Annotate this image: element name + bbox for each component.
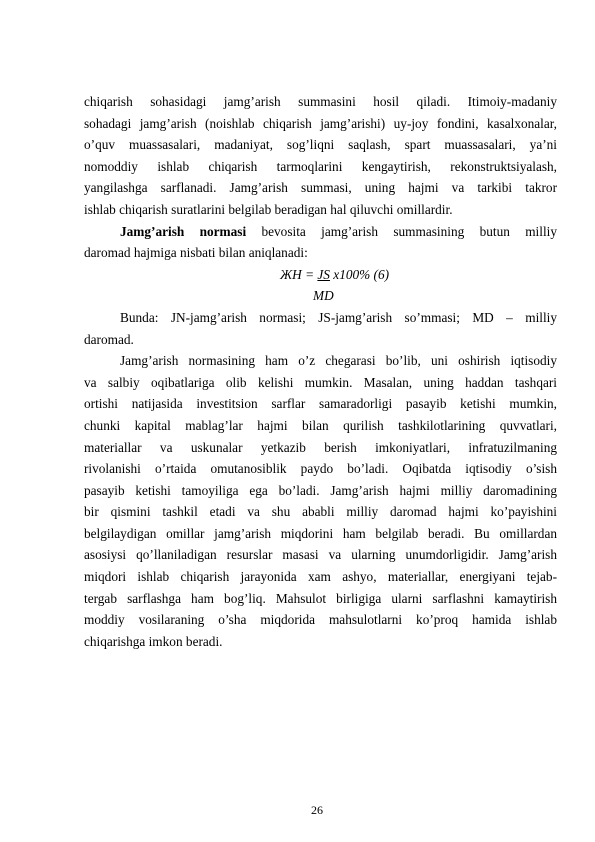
- text-line: asosiysi qo’llaniladigan resurslar masasi va ularning unumdorligidir. Jamg’arish: [84, 547, 557, 563]
- formula-denominator: MD: [313, 288, 334, 304]
- paragraph-accumulation-norm: [84, 221, 557, 264]
- paragraph-norm-limits: [84, 350, 557, 652]
- text-line: daromad.: [84, 331, 134, 347]
- text-fragment: bevosita jamg’arish summasining butun milliy: [246, 223, 557, 239]
- text-line: tergab sarflashga ham bog’liq. Mahsulot birligiga ularni sarflashni kamaytirish: [84, 590, 557, 606]
- text-line: o’quv muassasalari, madaniyat, sog’liqni saqlash, spart muassasalari, ya’ni: [84, 137, 557, 153]
- text-line: bir qismini tashkil etadi va shu ababli milliy daromad hajmi ko’payishini: [84, 504, 557, 520]
- text-line: materiallar va uskunalar yetkazib berish imkoniyatlari, infratuzilmaning: [84, 439, 557, 455]
- text-line: va salbiy oqibatlariga olib kelishi mumkin. Masalan, uning haddan tashqari: [84, 374, 557, 390]
- text-line: [84, 221, 557, 243]
- formula-lhs: ЖН =: [280, 266, 318, 282]
- text-line: Jamg’arish normasining ham o’z chegarasi bo’lib, uni oshirish iqtisodiy: [120, 353, 557, 369]
- text-line: chiqarishga imkon beradi.: [84, 633, 223, 649]
- paragraph-production-accumulation: [84, 91, 557, 221]
- text-line: belgilaydigan omillar jamg’arish miqdorini ham belgilab beradi. Bu omillardan: [84, 525, 557, 541]
- text-line: yangilashga sarflanadi. Jamg’arish summasi, uning hajmi va tarkibi takror: [84, 180, 557, 196]
- text-line: ortishi natijasida investitsion sarflar samaradorligi pasayib ketishi mumkin,: [84, 396, 557, 412]
- formula: [84, 264, 557, 307]
- paragraph-definitions: [84, 307, 557, 350]
- document-page: [84, 91, 557, 652]
- text-line: chunki kapital mablag’lar hajmi bilan qurilish tashkilotlarining quvvatlari,: [84, 417, 557, 433]
- text-line: chiqarish sohasidagi jamg’arish summasini hosil qiladi. Itimoiy-madaniy: [84, 94, 557, 109]
- formula-line: [84, 264, 557, 286]
- text-line: rivolanishi o’rtaida omutanosiblik paydo bo’ladi. Oqibatda iqtisodiy o’sish: [84, 461, 557, 477]
- page-number: 26: [311, 803, 323, 817]
- text-line: ishlab chiqarish suratlarini belgilab beradigan hal qiluvchi omillardir.: [84, 201, 453, 217]
- text-line: nomoddiy ishlab chiqarish tarmoqlarini kengaytirish, rekonstruktsiyalash,: [84, 158, 557, 174]
- text-line: pasayib ketishi tamoyiliga ega bo’ladi. Jamg’arish hajmi milliy daromadining: [84, 482, 557, 498]
- formula-numerator: JS: [317, 266, 330, 282]
- text-line: moddiy vosilaraning o’sha miqdorida mahsulotlarni ko’proq hamida ishlab: [84, 612, 557, 628]
- term-accumulation-norm: Jamg’arish normasi: [120, 223, 247, 239]
- text-line: daromad hajmiga nisbati bilan aniqlanadi:: [84, 245, 308, 261]
- formula-suffix: x100% (6): [329, 266, 390, 282]
- text-line: sohadagi jamg’arish (noishlab chiqarish jamg’arishi) uy-joy fondini, kasalxonalar,: [84, 115, 557, 131]
- text-line: miqdori ishlab chiqarish jarayonida xam ashyo, materiallar, energiyani tejab-: [84, 569, 557, 585]
- text-line: Bunda: JN-jamg’arish normasi; JS-jamg’arish so’mmasi; MD – milliy: [120, 309, 557, 325]
